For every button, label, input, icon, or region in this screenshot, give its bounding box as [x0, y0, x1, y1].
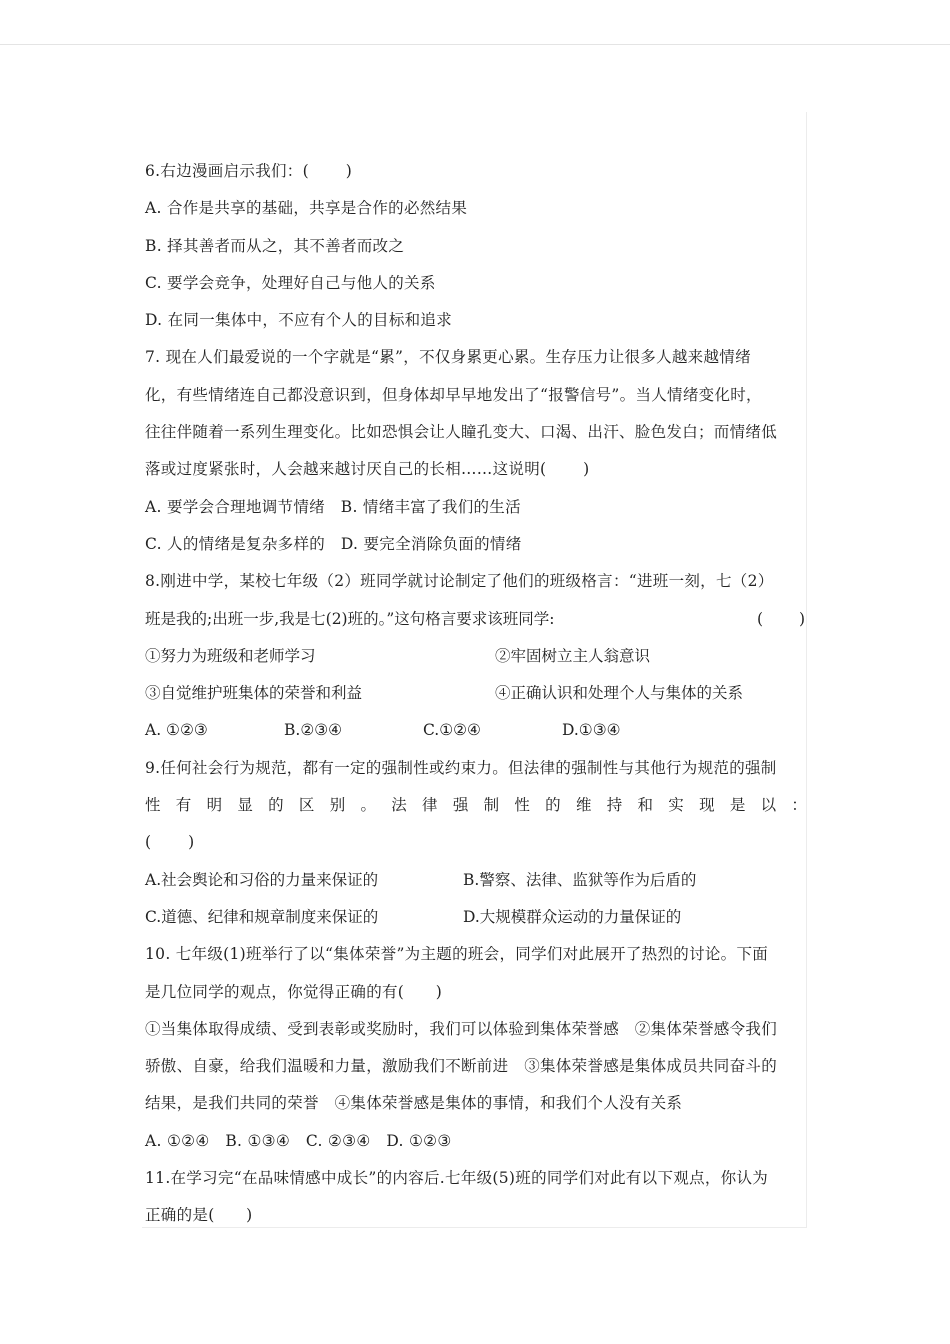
question-stem-line: 往往伴随着一系列生理变化。比如恐惧会让人瞳孔变大、口渴、出汗、脸色发白；而情绪低: [145, 423, 778, 442]
option-b: B. 择其善者而从之，其不善者而改之: [145, 236, 405, 255]
question-10: [145, 936, 807, 1160]
question-stem-justified-line: [145, 787, 807, 824]
question-list: [145, 153, 807, 1235]
question-stem-line: 7. 现在人们最爱说的一个字就是“累”，不仅身累更心累。生存压力让很多人越来越情绪: [145, 348, 751, 367]
stem-char: 现: [699, 796, 715, 815]
stem-char: 律: [422, 796, 438, 815]
stem-char: 强: [452, 796, 469, 815]
stem-char: ：: [791, 796, 807, 815]
stem-char: 有: [175, 796, 192, 815]
options-line-ab: A. 要学会合理地调节情绪 B. 情绪丰富了我们的生活: [145, 497, 521, 516]
header-divider: [0, 44, 950, 45]
option-a: A. 合作是共享的基础，共享是合作的必然结果: [145, 199, 468, 218]
statement-row: [145, 638, 807, 675]
question-9: [145, 750, 807, 936]
statements-line: 结果，是我们共同的荣誉 ④集体荣誉感是集体的事情，和我们个人没有关系: [145, 1094, 683, 1113]
stem-char: 的: [545, 796, 561, 815]
option-c: C.①②④: [423, 721, 481, 740]
stem-char: 以: [760, 796, 777, 815]
options-row: [145, 899, 807, 936]
question-stem-line: 10. 七年级(1)班举行了以“集体荣誉”为主题的班会，同学们对此展开了热烈的讨论。下面: [145, 945, 769, 964]
options-line-cd: C. 人的情绪是复杂多样的 D. 要完全消除负面的情绪: [145, 534, 522, 553]
stem-char: 是: [729, 796, 746, 815]
stem-char: 区: [298, 796, 315, 815]
stem-char: 的: [268, 796, 284, 815]
question-stem-line: 化，有些情绪连自己都没意识到，但身体却早早地发出了“报警信号”。当人情绪变化时，: [145, 385, 762, 404]
options-line: A. ①②④ B. ①③④ C. ②③④ D. ①②③: [145, 1131, 452, 1150]
option-a: A. ①②③: [145, 721, 208, 740]
stem-char: 实: [668, 796, 684, 815]
stem-char: 维: [575, 796, 592, 815]
stem-char: 性: [514, 796, 530, 815]
stem-char: 明: [206, 796, 223, 815]
stem-char: 制: [483, 796, 500, 815]
answer-bracket: ( ): [756, 609, 805, 628]
question-stem-line: 9.任何社会行为规范，都有一定的强制性或约束力。但法律的强制性与其他行为规范的强制: [145, 758, 777, 777]
question-stem-line: 11.在学习完“在品味情感中成长”的内容后.七年级(5)班的同学们对此有以下观点，你认为: [145, 1169, 769, 1188]
stem-char: 法: [391, 796, 407, 815]
option-b: B.警察、法律、监狱等作为后盾的: [463, 870, 697, 889]
stem-char: 性: [145, 796, 161, 815]
question-stem-text: 班是我的;出班一步,我是七(2)班的。”这句格言要求该班同学:: [145, 609, 555, 628]
question-stem-line: 正确的是( ): [145, 1206, 253, 1225]
statement-4: ④正确认识和处理个人与集体的关系: [495, 684, 744, 703]
stem-char: 。: [360, 796, 376, 815]
answer-bracket: ( ): [145, 833, 195, 852]
statement-row: [145, 675, 807, 712]
option-d: D.大规模群众运动的力量保证的: [463, 907, 682, 926]
question-stem-line: 是几位同学的观点，你觉得正确的有( ): [145, 982, 443, 1001]
stem-char: 持: [606, 796, 623, 815]
question-8: [145, 563, 807, 749]
options-row: [145, 862, 807, 899]
statement-3: ③自觉维护班集体的荣誉和利益: [145, 684, 363, 703]
question-7: [145, 339, 807, 563]
question-11: [145, 1160, 807, 1235]
options-row: [145, 712, 807, 749]
question-stem-line: 8.刚进中学，某校七年级（2）班同学就讨论制定了他们的班级格言：“进班一刻，七（2）: [145, 572, 774, 591]
statements-line: 骄傲、自豪，给我们温暖和力量，激励我们不断前进 ③集体荣誉感是集体成员共同奋斗的: [145, 1057, 778, 1076]
stem-char: 和: [637, 796, 654, 815]
question-stem-line: 落或过度紧张时，人会越来越讨厌自己的长相……这说明( ): [145, 460, 590, 479]
stem-char: 别: [329, 796, 346, 815]
option-d: D.①③④: [562, 721, 621, 740]
question-stem-line: [145, 601, 807, 638]
stem-char: 显: [237, 796, 253, 815]
option-a: A.社会舆论和习俗的力量来保证的: [145, 870, 379, 889]
statements-line: ①当集体取得成绩、受到表彰或奖励时，我们可以体验到集体荣誉感 ②集体荣誉感令我们: [145, 1019, 778, 1038]
option-c: C.道德、纪律和规章制度来保证的: [145, 907, 379, 926]
option-d: D. 在同一集体中，不应有个人的目标和追求: [145, 311, 453, 330]
option-c: C. 要学会竞争，处理好自己与他人的关系: [145, 273, 436, 292]
statement-2: ②牢固树立主人翁意识: [495, 646, 651, 665]
option-b: B.②③④: [284, 721, 343, 740]
question-stem: 6.右边漫画启示我们：( ): [145, 162, 353, 180]
question-6: [145, 153, 807, 339]
statement-1: ①努力为班级和老师学习: [145, 646, 316, 665]
